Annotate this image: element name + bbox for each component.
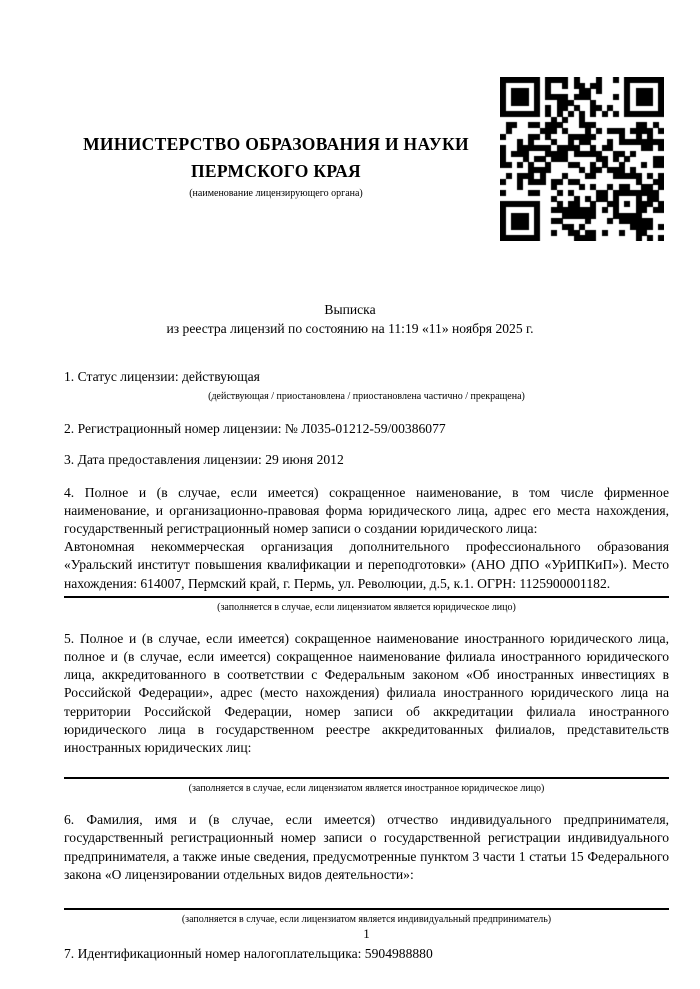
legal-entity-clause: 4. Полное и (в случае, если имеется) сокращенное наименование, в том числе фирменное наименование, и организационно-правовая форма юридического лица, адрес его места нахождения, государственный регистрационный номер записи о создании юридического лица: (64, 484, 669, 537)
license-status-line: 1. Статус лицензии: действующая (64, 369, 260, 384)
document-title (0, 301, 700, 338)
foreign-entity-fill-rule (64, 777, 669, 779)
document-body (64, 368, 669, 963)
registration-number-line: 2. Регистрационный номер лицензии: № Л035-01212-59/00386077 (64, 421, 446, 437)
foreign-entity-caption: (заполняется в случае, если лицензиатом является иностранное юридическое лицо) (188, 783, 545, 795)
individual-entrepreneur-clause: 6. Фамилия, имя и (в случае, если имеется) отчество индивидуального предпринимателя, государственный регистрационный номер записи о государственной регистрации индивидуального предпринимателя, а также иные сведения, предусмотренные пунктом 3 части 1 статьи 15 Федерального закона «О лицензировании отдельных видов деятельности»: (64, 812, 669, 882)
licensing-authority-caption: (наименование лицензирующего органа) (189, 188, 363, 199)
qr-code-icon (500, 77, 664, 241)
taxpayer-number-line: 7. Идентификационный номер налогоплательщика: 5904988880 (64, 946, 433, 962)
document-title-line2: из реестра лицензий по состоянию на 11:19 «11» ноября 2025 г. (166, 320, 534, 336)
foreign-entity-clause: 5. Полное и (в случае, если имеется) сокращенное наименование иностранного юридического лица, полное и (в случае, если имеется) сокращенное наименование филиала иностранного юридического лица, аккредитованного в соответствии с Федеральным законом «Об иностранных инвестициях в Российской Федерации», адрес (место нахождения) филиала иностранного юридического лица на территории Российской Федерации, номер записи об аккредитации филиала иностранного юридического лица в государственном реестре аккредитованных филиалов, представительств иностранных юридических лиц: (64, 630, 669, 756)
individual-entrepreneur-caption: (заполняется в случае, если лицензиатом является индивидуальный предприниматель) (181, 914, 552, 926)
ministry-name-line2: ПЕРМСКОГО КРАЯ (191, 161, 361, 181)
legal-entity-value: Автономная некоммерческая организация дополнительного профессионального образования «Уральский институт повышения квалификации и переподготовки» (АНО ДПО «УрИПКиП»). Место нахождения: 614007, Пермский край, г. Пермь, ул. Революции, д.5, к.1. ОГРН: 1125900001182. (64, 539, 669, 591)
legal-entity-fill-rule (64, 596, 669, 598)
legal-entity-caption: (заполняется в случае, если лицензиатом является юридическое лицо) (217, 601, 516, 613)
document-title-line1: Выписка (324, 302, 376, 317)
license-grant-date-line: 3. Дата предоставления лицензии: 29 июня 2012 (64, 452, 344, 468)
ministry-name-line1: МИНИСТЕРСТВО ОБРАЗОВАНИЯ И НАУКИ (83, 134, 469, 154)
individual-entrepreneur-fill-rule (64, 908, 669, 910)
license-status-caption: (действующая / приостановлена / приостановлена частично / прекращена) (208, 391, 525, 403)
licensing-authority-header (66, 131, 486, 200)
page-number: 1 (363, 926, 370, 941)
